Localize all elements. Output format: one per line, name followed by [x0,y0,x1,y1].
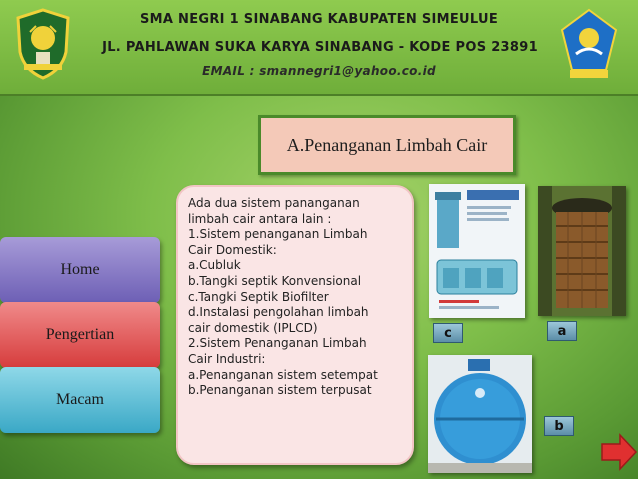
next-arrow-icon[interactable] [600,432,638,472]
image-tag-a: a [547,321,577,341]
content-line: Cair Domestik: [188,242,277,257]
content-line: d.Instalasi pengolahan limbah [188,305,369,320]
content-line: cair domestik (IPLCD) [188,320,318,335]
content-line: 1.Sistem penanganan Limbah [188,227,368,242]
image-tag-b: b [544,416,574,436]
content-line: a.Cubluk [188,258,241,273]
content-line: 2.Sistem Penanganan Limbah [188,336,367,351]
content-text-box [176,185,414,465]
tut-wuri-handayani-icon [558,8,620,80]
septic-tank-image [428,355,532,473]
image-tag-c: c [433,323,463,343]
header-banner [0,0,638,96]
school-email: EMAIL : smannegri1@yahoo.co.id [202,64,436,78]
content-line: b.Tangki septik Konvensional [188,273,362,288]
content-line: limbah cair antara lain : [188,211,332,226]
cubluk-pit-image [538,186,626,316]
content-line: b.Penanganan sistem terpusat [188,383,372,398]
nav-pengertian-button[interactable]: Pengertian [0,302,160,368]
school-address: JL. PAHLAWAN SUKA KARYA SINABANG - KODE POS 23891 [102,40,538,55]
content-line: Ada dua sistem pananganan [188,196,360,210]
nav-home-button[interactable]: Home [0,237,160,303]
content-line: c.Tangki Septik Biofilter [188,289,329,304]
page-title: A.Penanganan Limbah Cair [258,115,516,175]
biofilter-diagram-image [429,184,525,318]
nav-macam-button[interactable]: Macam [0,367,160,433]
content-line: Cair Industri: [188,351,266,366]
content-line: a.Penanganan sistem setempat [188,367,378,382]
school-name: SMA NEGRI 1 SINABANG KABUPATEN SIMEULUE [139,12,499,27]
